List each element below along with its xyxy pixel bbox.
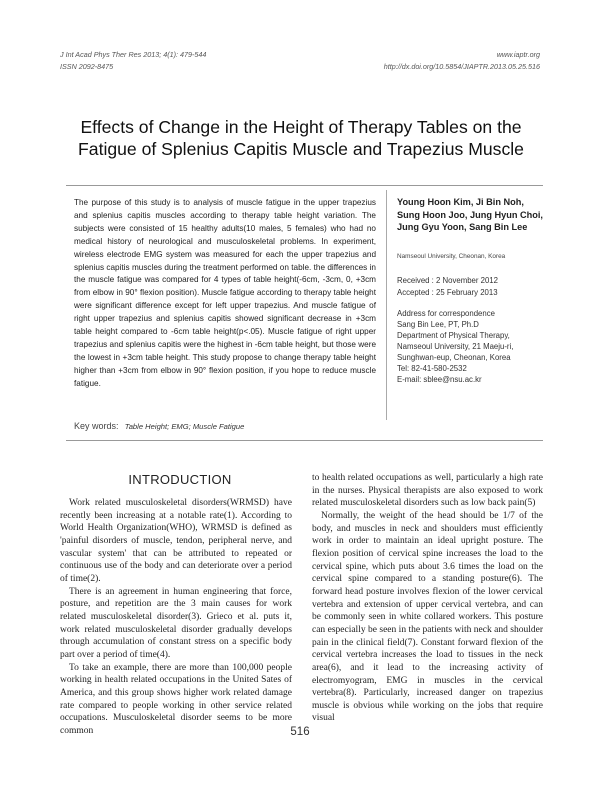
submission-dates bbox=[397, 275, 498, 299]
body-paragraph: To take an example, there are more than 100,000 people working in health related occupations in the United Sates of America, and this group shows higher work related damage rate compared to people working in other service related occupations. Musculoskeletal disorder seems to be more common bbox=[60, 662, 292, 736]
keywords-text: Table Height; EMG; Muscle Fatigue bbox=[124, 422, 245, 431]
journal-website[interactable]: www.iaptr.org bbox=[496, 50, 540, 59]
correspondence-tel: Tel: 82-41-580-2532 bbox=[397, 364, 467, 373]
author-list bbox=[397, 196, 547, 234]
authors-line-1: Young Hoon Kim, Ji Bin Noh, bbox=[397, 197, 524, 207]
title-line-2: Fatigue of Splenius Capitis Muscle and Trapezius Muscle bbox=[78, 139, 524, 159]
correspondence-address-1: Namseoul University, 21 Maeju-ri, bbox=[397, 342, 514, 351]
keywords-label: Key words: bbox=[74, 421, 119, 431]
accepted-date: Accepted : 25 February 2013 bbox=[397, 288, 498, 297]
divider-top bbox=[66, 185, 543, 186]
received-date: Received : 2 November 2012 bbox=[397, 276, 498, 285]
keywords bbox=[74, 421, 244, 431]
journal-header-right bbox=[384, 49, 540, 73]
column-divider bbox=[386, 190, 387, 420]
abstract: The purpose of this study is to analysis of muscle fatigue in the upper trapezius and splenius capitis muscles according to therapy table height variation. The subjects were consisted of 15 healthy adults(10 males, 5 females) who had no medical history of neurological and musculoskeletal problems. In experiment, wireless electrode EMG system was measured for each the upper trapezius and splenius capitis muscles during the treatment performed on table. the differences in the muscle fatigue was compared for 4 types of table height(-6cm, -3cm, 0, +3cm from elbow in 90° flexion position). Muscle fatigue according to therapy table height were significant difference except for left upper trapezius. And muscle fatigue of right upper trapezius and splenius capitis showed significant decrease in +3cm table height compared to -6cm table height(p<.05). Muscle fatigue of right upper trapezius and splenius capitis were the highest in -6cm table height, but those were the lowest in +3cm table height. This study propose to change therapy table height higher than +3cm from elbow in 90° flexion position, if you hope to reduce muscle fatigue. bbox=[74, 198, 376, 388]
correspondence-heading: Address for correspondence bbox=[397, 309, 495, 318]
journal-header-left bbox=[60, 49, 206, 73]
paper-title bbox=[66, 116, 536, 160]
correspondence-block bbox=[397, 308, 513, 385]
authors-line-3: Jung Gyu Yoon, Sang Bin Lee bbox=[397, 222, 528, 232]
divider-bottom bbox=[66, 440, 543, 441]
journal-citation: J Int Acad Phys Ther Res 2013; 4(1): 479-544 bbox=[60, 50, 207, 59]
authors-line-2: Sung Hoon Joo, Jung Hyun Choi, bbox=[397, 209, 543, 220]
correspondence-address-2: Sunghwan-eup, Cheonan, Korea bbox=[397, 353, 511, 362]
journal-issn: ISSN 2092-8475 bbox=[60, 62, 114, 71]
body-paragraph-continuation: to health related occupations as well, particularly a high rate in the nurses. Physical therapists are also exposed to work related musculoskeletal disorders such as low back pain(5) bbox=[312, 473, 543, 509]
doi-link[interactable]: http://dx.doi.org/10.5854/JIAPTR.2013.05.25.516 bbox=[383, 62, 540, 71]
body-column-right bbox=[312, 472, 543, 725]
correspondence-dept: Department of Physical Therapy, bbox=[397, 331, 510, 340]
correspondence-email[interactable]: E-mail: sblee@nsu.ac.kr bbox=[397, 375, 482, 384]
body-paragraph: There is an agreement in human engineering that force, posture, and repetition are the 3 main causes for work related musculoskeletal disorder(3). Grieco et al. puts it, work related musculoskeletal disorder gradually develops through accumulation of constant stress on a specific body part over a period of time(4). bbox=[60, 586, 292, 660]
title-line-1: Effects of Change in the Height of Therapy Tables on the bbox=[80, 117, 522, 137]
section-heading-introduction: INTRODUCTION bbox=[128, 472, 232, 487]
affiliation: Namseoul University, Cheonan, Korea bbox=[397, 253, 506, 260]
page-number: 516 bbox=[290, 726, 310, 738]
correspondence-name: Sang Bin Lee, PT, Ph.D bbox=[397, 320, 479, 329]
body-paragraph: Normally, the weight of the head should be 1/7 of the body, and muscles in neck and shoulders must efficiently work in order to maintain an ideal upright posture. The flexion position of cervical spine increases the load to the cervical spine, which puts about 3.6 times the load on the cervical spine compared to a standing posture(6). The forward head posture involves flexion of the lower cervical vertebra and extension of upper cervical vertebra, and can be commonly seen in white collared workers. This posture can especially be seen in the patients with neck and shoulder pain in the clinical field(7). Constant forward flexion of the cervical vertebra increases the load to tissues in the neck area(6), and it lead to the increasing activity of electromyogram, EMG in muscles in the cervical vertebra(8). Particularly, increased danger on trapezius muscle is obvious while working on the jobs that require visual bbox=[312, 510, 543, 724]
body-column-left bbox=[60, 497, 292, 737]
body-paragraph: Work related musculoskeletal disorders(WRMSD) have recently been increasing at a notable rate(1). According to World Health Organization(WHO), WRMSD is defined as 'painful disorders of muscle, tendon, peripheral nerve, and vascular system' that can be attributed to repeated or continuous use of the body and can deteriorate over a period of time(2). bbox=[60, 498, 292, 584]
